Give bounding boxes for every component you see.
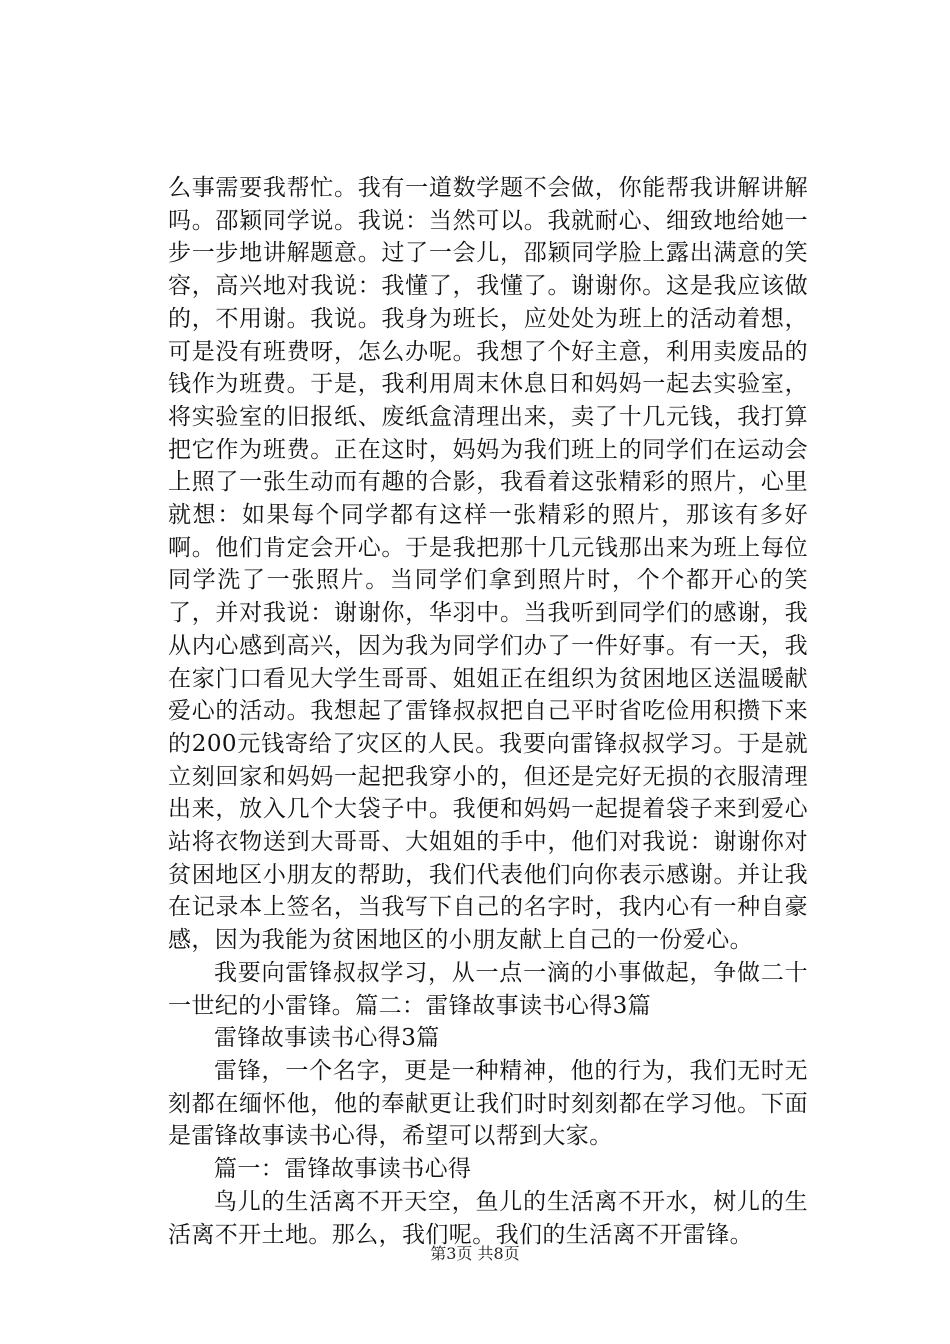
paragraph-5-heading: 篇一：雷锋故事读书心得 [214, 1156, 472, 1183]
paragraph-1: 么事需要我帮忙。我有一道数学题不会做，你能帮我讲解讲解吗。邵颖同学说。我说：当然可以。我就耐心、细致地给她一步一步地讲解题意。过了一会儿，邵颖同学脸上露出满意的笑容，高兴地对我说：我懂了，我懂了。谢谢你。这是我应该做的，不用谢。我说。我身为班长，应处处为班上的活动着想，可是没有班费呀，怎么办呢。我想了个好主意，利用卖废品的钱作为班费。于是，我利用周末休息日和妈妈一起去实验室，将实验室的旧报纸、废纸盒清理出来，卖了十几元钱，我打算把它作为班费。正在这时，妈妈为我们班上的同学们在运动会上照了一张生动而有趣的合影，我看着这张精彩的照片，心里就想：如果每个同学都有这样一张精彩的照片，那该有多好啊。他们肯定会开心。于是我把那十几元钱那出来为班上每位同学洗了一张照片。当同学们拿到照片时，个个都开心的笑了，并对我说：谢谢你，华羽中。当我听到同学们的感谢，我从内心感到高兴，因为我为同学们办了一件好事。有一天，我在家门口看见大学生哥哥、姐姐正在组织为贫困地区送温暖献爱心的活动。我想起了雷锋叔叔把自己平时省吃俭用积攒下来的200元钱寄给了灾区的人民。我要向雷锋叔叔学习。于是就立刻回家和妈妈一起把我穿小的，但还是完好无损的衣服清理出来，放入几个大袋子中。我便和妈妈一起提着袋子来到爱心站将衣物送到大哥哥、大姐姐的手中，他们对我说：谢谢你对贫困地区小朋友的帮助，我们代表他们向你表示感谢。并让我在记录本上签名，当我写下自己的名字时，我内心有一种自豪感，因为我能为贫困地区的小朋友献上自己的一份爱心。 [168, 175, 808, 954]
paragraph-3-heading: 雷锋故事读书心得3篇 [214, 1025, 440, 1052]
document-body [168, 172, 808, 1251]
paragraph-2: 我要向雷锋叔叔学习，从一点一滴的小事做起，争做二十一世纪的小雷锋。篇二：雷锋故事读书心得3篇 [168, 959, 808, 1019]
paragraph-6: 鸟儿的生活离不开天空，鱼儿的生活离不开水，树儿的生活离不开土地。那么，我们呢。我们的生活离不开雷锋。 [168, 1188, 808, 1248]
page-number-footer: 第3页 共8页 [430, 1244, 520, 1263]
paragraph-4: 雷锋，一个名字，更是一种精神，他的行为，我们无时无刻都在缅怀他，他的奉献更让我们时时刻刻都在学习他。下面是雷锋故事读书心得，希望可以帮到大家。 [168, 1057, 808, 1150]
